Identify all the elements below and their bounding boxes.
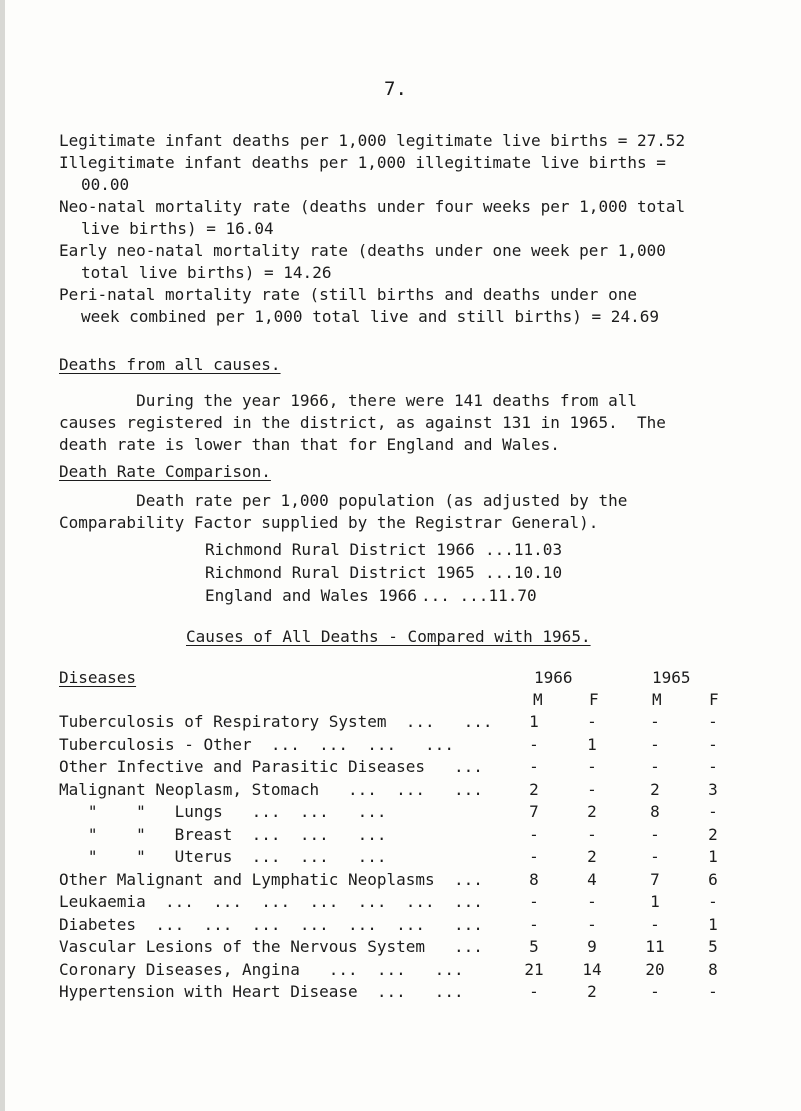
count-f65: - [708,734,718,754]
table-row [59,870,759,893]
count-f65: 2 [708,824,718,844]
table-row [59,960,759,983]
count-m66: - [529,824,539,844]
table-row [59,937,759,960]
rate-label: Richmond Rural District 1966 [205,540,475,559]
count-f66: - [587,892,597,911]
deaths-heading: Deaths from all causes. [59,355,281,374]
stat-text: Peri-natal mortality rate (still births and deaths under one [59,285,637,304]
count-m65: 11 [645,937,665,956]
count-f65: 1 [708,847,718,866]
rate-value: 10.10 [513,563,563,582]
death-rate-list [205,538,562,607]
count-f66: 2 [587,802,597,821]
count-f65: - [708,712,718,731]
count-f65: 3 [708,779,718,799]
disease-name: Other Infective and Parasitic Diseases ... [59,757,483,776]
rate-row [205,584,562,607]
count-f65: - [708,892,718,911]
rate-label: Richmond Rural District 1965 [205,563,475,582]
count-m66: - [529,892,539,911]
count-m66: - [529,847,539,866]
count-f65: 6 [708,869,718,889]
stat-text-continued: total live births) = 14.26 [81,263,332,282]
disease-name: " " Lungs ... ... ... [59,802,387,821]
page-binding-edge [0,0,5,1111]
table-row [59,982,759,1005]
rate-value: 11.70 [488,586,537,605]
count-f66: 2 [587,982,597,1001]
rate-row [205,538,562,561]
rate-dots: ... ... [421,586,489,605]
count-f65: 8 [708,959,718,979]
count-m66: 7 [529,802,539,821]
count-m65: - [650,757,660,776]
stat-text: Legitimate infant deaths per 1,000 legitimate live births = 27.52 [59,131,686,150]
count-f66: - [587,824,597,844]
page-number: 7. [384,78,407,100]
count-m65: 2 [650,779,660,799]
rate-dots: ... [485,540,514,559]
stat-line [59,196,759,240]
count-m65: 7 [650,869,660,889]
count-f66: 9 [587,937,597,956]
count-m66: 1 [529,712,539,731]
stat-line [59,152,759,196]
count-m65: - [650,824,660,844]
rate-dots: ... [485,563,514,582]
disease-name: Tuberculosis of Respiratory System ... ... [59,712,493,731]
comparison-heading: Death Rate Comparison. [59,462,271,481]
count-m65: - [650,847,660,866]
count-f66: 1 [587,734,597,754]
count-m65: - [650,982,660,1001]
count-m66: 5 [529,937,539,956]
year-1966-header: 1966 [534,668,573,687]
disease-name: " " Uterus ... ... ... [59,847,387,866]
comparison-paragraph: Death rate per 1,000 population (as adjusted by the Comparability Factor supplied by the Registrar General). [59,491,628,532]
count-m66: - [529,982,539,1001]
disease-name: Other Malignant and Lymphatic Neoplasms ... [59,869,483,889]
deaths-paragraph: During the year 1966, there were 141 deaths from all causes registered in the district, as against 131 in 1965. The death rate is lower than that for England and Wales. [59,391,666,454]
count-m66: 21 [524,959,544,979]
count-m65: 1 [650,892,660,911]
count-m66: - [529,734,539,754]
table-row [59,802,759,825]
count-f65: - [708,982,718,1001]
table-row [59,780,759,803]
count-f66: - [587,712,597,731]
count-f66: 4 [587,869,597,889]
male-1966-header: M [533,690,543,709]
count-f65: - [708,757,718,776]
count-f66: - [587,779,597,799]
diseases-header: Diseases [59,668,137,687]
count-m65: - [650,734,660,754]
count-m66: 8 [529,869,539,889]
table-body [59,712,759,1005]
count-f66: - [587,757,597,776]
table-row [59,892,759,915]
disease-name: Malignant Neoplasm, Stomach ... ... ... [59,779,483,799]
disease-name: Coronary Diseases, Angina ... ... ... [59,959,464,979]
disease-name: Hypertension with Heart Disease ... ... [59,982,464,1001]
stat-text-continued: live births) = 16.04 [81,219,274,238]
causes-heading: Causes of All Deaths - Compared with 1965. [186,627,591,646]
year-1965-header: 1965 [652,668,691,687]
count-m66: - [529,757,539,776]
count-f66: - [587,914,597,934]
stat-line [59,240,759,284]
count-f65: 1 [708,914,718,934]
stat-text: Illegitimate infant deaths per 1,000 illegitimate live births = [59,153,666,172]
count-m65: 8 [650,802,660,821]
count-f65: 5 [708,937,718,956]
causes-table [59,668,759,1005]
rate-value: 11.03 [513,540,563,559]
rate-label: England and Wales 1966 [205,586,417,605]
count-m65: - [650,914,660,934]
stat-line [59,284,759,328]
rate-row [205,561,562,584]
table-row [59,757,759,780]
stat-line [59,130,759,152]
count-m65: - [650,712,660,731]
disease-name: Tuberculosis - Other ... ... ... ... [59,734,454,754]
table-header [59,668,759,712]
stat-text: Neo-natal mortality rate (deaths under four weeks per 1,000 total [59,197,686,216]
table-row [59,735,759,758]
stat-text-continued: week combined per 1,000 total live and still births) = 24.69 [81,307,659,326]
disease-name: Diabetes ... ... ... ... ... ... ... [59,914,483,934]
stat-text-continued: 00.00 [81,175,130,194]
female-1966-header: F [589,690,599,709]
count-f66: 14 [582,959,602,979]
infant-mortality-statistics [59,130,759,328]
table-row [59,825,759,848]
table-row [59,915,759,938]
male-1965-header: M [652,690,662,709]
stat-text: Early neo-natal mortality rate (deaths under one week per 1,000 [59,241,666,260]
count-m66: - [529,914,539,934]
table-row [59,847,759,870]
count-f65: - [708,802,718,821]
count-m66: 2 [529,779,539,799]
count-f66: 2 [587,847,597,866]
disease-name: Leukaemia ... ... ... ... ... ... ... [59,892,483,911]
table-row [59,712,759,735]
count-m65: 20 [645,959,665,979]
female-1965-header: F [709,690,719,709]
disease-name: Vascular Lesions of the Nervous System ... [59,937,483,956]
disease-name: " " Breast ... ... ... [59,824,387,844]
